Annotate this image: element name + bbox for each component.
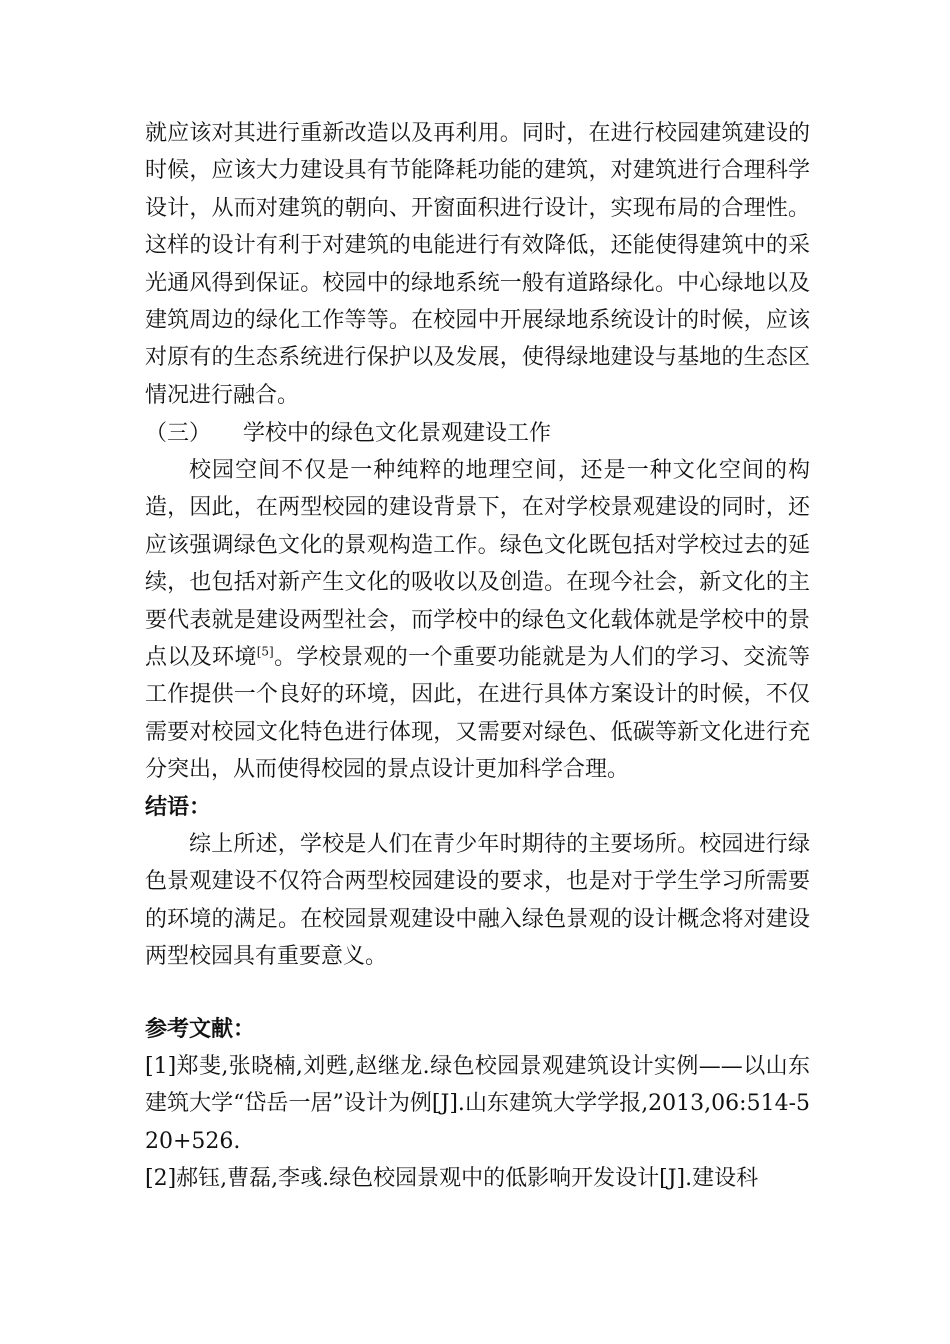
conclusion-heading: 结语： [145,794,212,820]
section-3-heading [145,415,810,452]
section-3-title: 学校中的绿色文化景观建设工作 [243,421,552,446]
references-heading-block [145,1011,810,1048]
references-list [145,1048,810,1198]
conclusion-block [145,826,810,976]
citation-5: [5] [256,644,274,659]
conclusion-paragraph: 综上所述，学校是人们在青少年时期待的主要场所。校园进行绿色景观建设不仅符合两型校园建设的要求，也是对于学生学习所需要的环境的满足。在校园景观建设中融入绿色景观的设计概念将对建设两型校园具有重要意义。 [145,832,810,970]
references-heading: 参考文献： [145,1016,256,1042]
reference-2: [2]郝钰,曹磊,李彧.绿色校园景观中的低影响开发设计[J].建设科 [145,1166,759,1192]
section-3-number: （三） [145,421,212,446]
paragraph-2-part-b: 。学校景观的一个重要功能就是为人们的学习、交流等工作提供一个良好的环境，因此，在进行具体方案设计的时候，不仅需要对校园文化特色进行体现，又需要对绿色、低碳等新文化进行充分突出，从而使得校园的景点设计更加科学合理。 [145,645,810,783]
conclusion-heading-block [145,789,810,826]
paragraph-2-block [145,452,810,789]
paragraph-2 [145,452,810,789]
paragraph-1: 就应该对其进行重新改造以及再利用。同时，在进行校园建筑建设的时候，应该大力建设具有节能降耗功能的建筑，对建筑进行合理科学设计，从而对建筑的朝向、开窗面积进行设计，实现布局的合理性。这样的设计有利于对建筑的电能进行有效降低，还能使得建筑中的采光通风得到保证。校园中的绿地系统一般有道路绿化。中心绿地以及建筑周边的绿化工作等等。在校园中开展绿地系统设计的时候，应该对原有的生态系统进行保护以及发展，使得绿地建设与基地的生态区情况进行融合。 [145,121,810,408]
paragraph-1-block [145,115,810,414]
paragraph-2-part-a: 校园空间不仅是一种纯粹的地理空间，还是一种文化空间的构造，因此，在两型校园的建设背景下，在对学校景观建设的同时，还应该强调绿色文化的景观构造工作。绿色文化既包括对学校过去的延续，也包括对新产生文化的吸收以及创造。在现今社会，新文化的主要代表就是建设两型社会，而学校中的绿色文化载体就是学校中的景点以及环境 [145,458,810,671]
reference-1: [1]郑斐,张晓楠,刘甦,赵继龙.绿色校园景观建筑设计实例——以山东建筑大学“岱岳一居”设计为例[J].山东建筑大学学报,2013,06:514-520+526. [145,1054,810,1154]
